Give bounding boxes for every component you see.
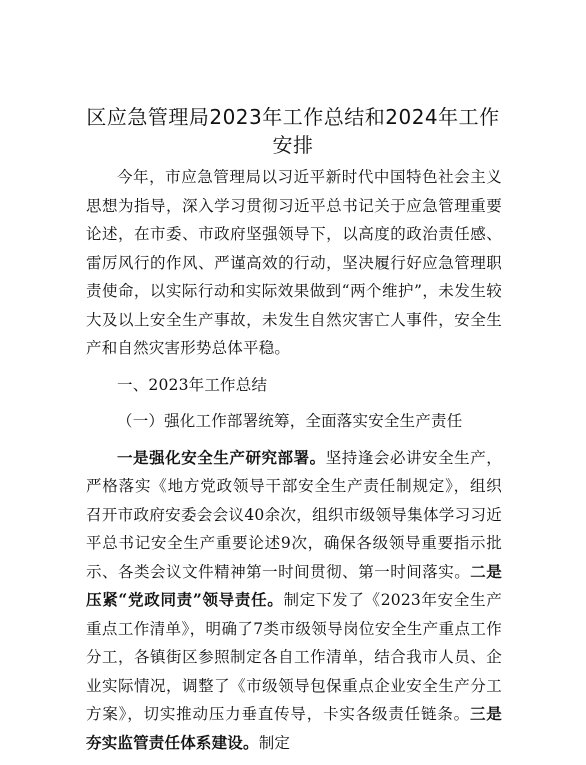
section-heading: 一、2023年工作总结: [117, 375, 268, 394]
body-sentence-3: 制定: [258, 733, 291, 752]
intro-paragraph: 今年，市应急管理局以习近平新时代中国特色社会主义思想为指导，深入学习贯彻习近平总书记关于应急管理重要论述，在市委、市政府坚强领导下，以高度的政治责任感、雷厉风行的作风、严谨高效的行动，坚决履行好应急管理职责使命，以实际行动和实际效果做到“两个维护”，未发生较大及以上安全生产事故，未发生自然灾害亡人事件，安全生产和自然灾害形势总体平稳。: [86, 168, 502, 357]
lead-sentence-2: 二是压紧“党政同责”领导责任。: [86, 561, 502, 609]
document-body: [86, 163, 502, 765]
lead-sentence-1: 一是强化安全生产研究部署。: [117, 447, 326, 467]
body-sentence-1: 坚持逢会必讲安全生产，严格落实《地方党政领导干部安全生产责任制规定》，组织召开市政府安委会会议40余次，组织市级领导集体学习习近平总书记安全生产重要论述9次，确保各级领导重要指示批示、各类会议文件精神第一时间贯彻、第一时间落实。: [86, 448, 502, 581]
body-sentence-2: 制定下发了《2023年安全生产重点工作清单》，明确了7类市级领导岗位安全生产重点工作分工，各镇街区参照制定各自工作清单，结合我市人员、企业实际情况，调整了《市级领导包保重点企业安全生产分工方案》，切实推动压力垂直传导，卡实各级责任链条。: [86, 591, 502, 723]
lead-sentence-3: 三是夯实监管责任体系建设。: [86, 704, 502, 752]
work-summary-paragraph: [86, 444, 502, 758]
document-title: 区应急管理局2023年工作总结和2024年工作安排: [86, 105, 500, 157]
subsection-heading: （一）强化工作部署统筹，全面落实安全生产责任: [117, 412, 463, 430]
